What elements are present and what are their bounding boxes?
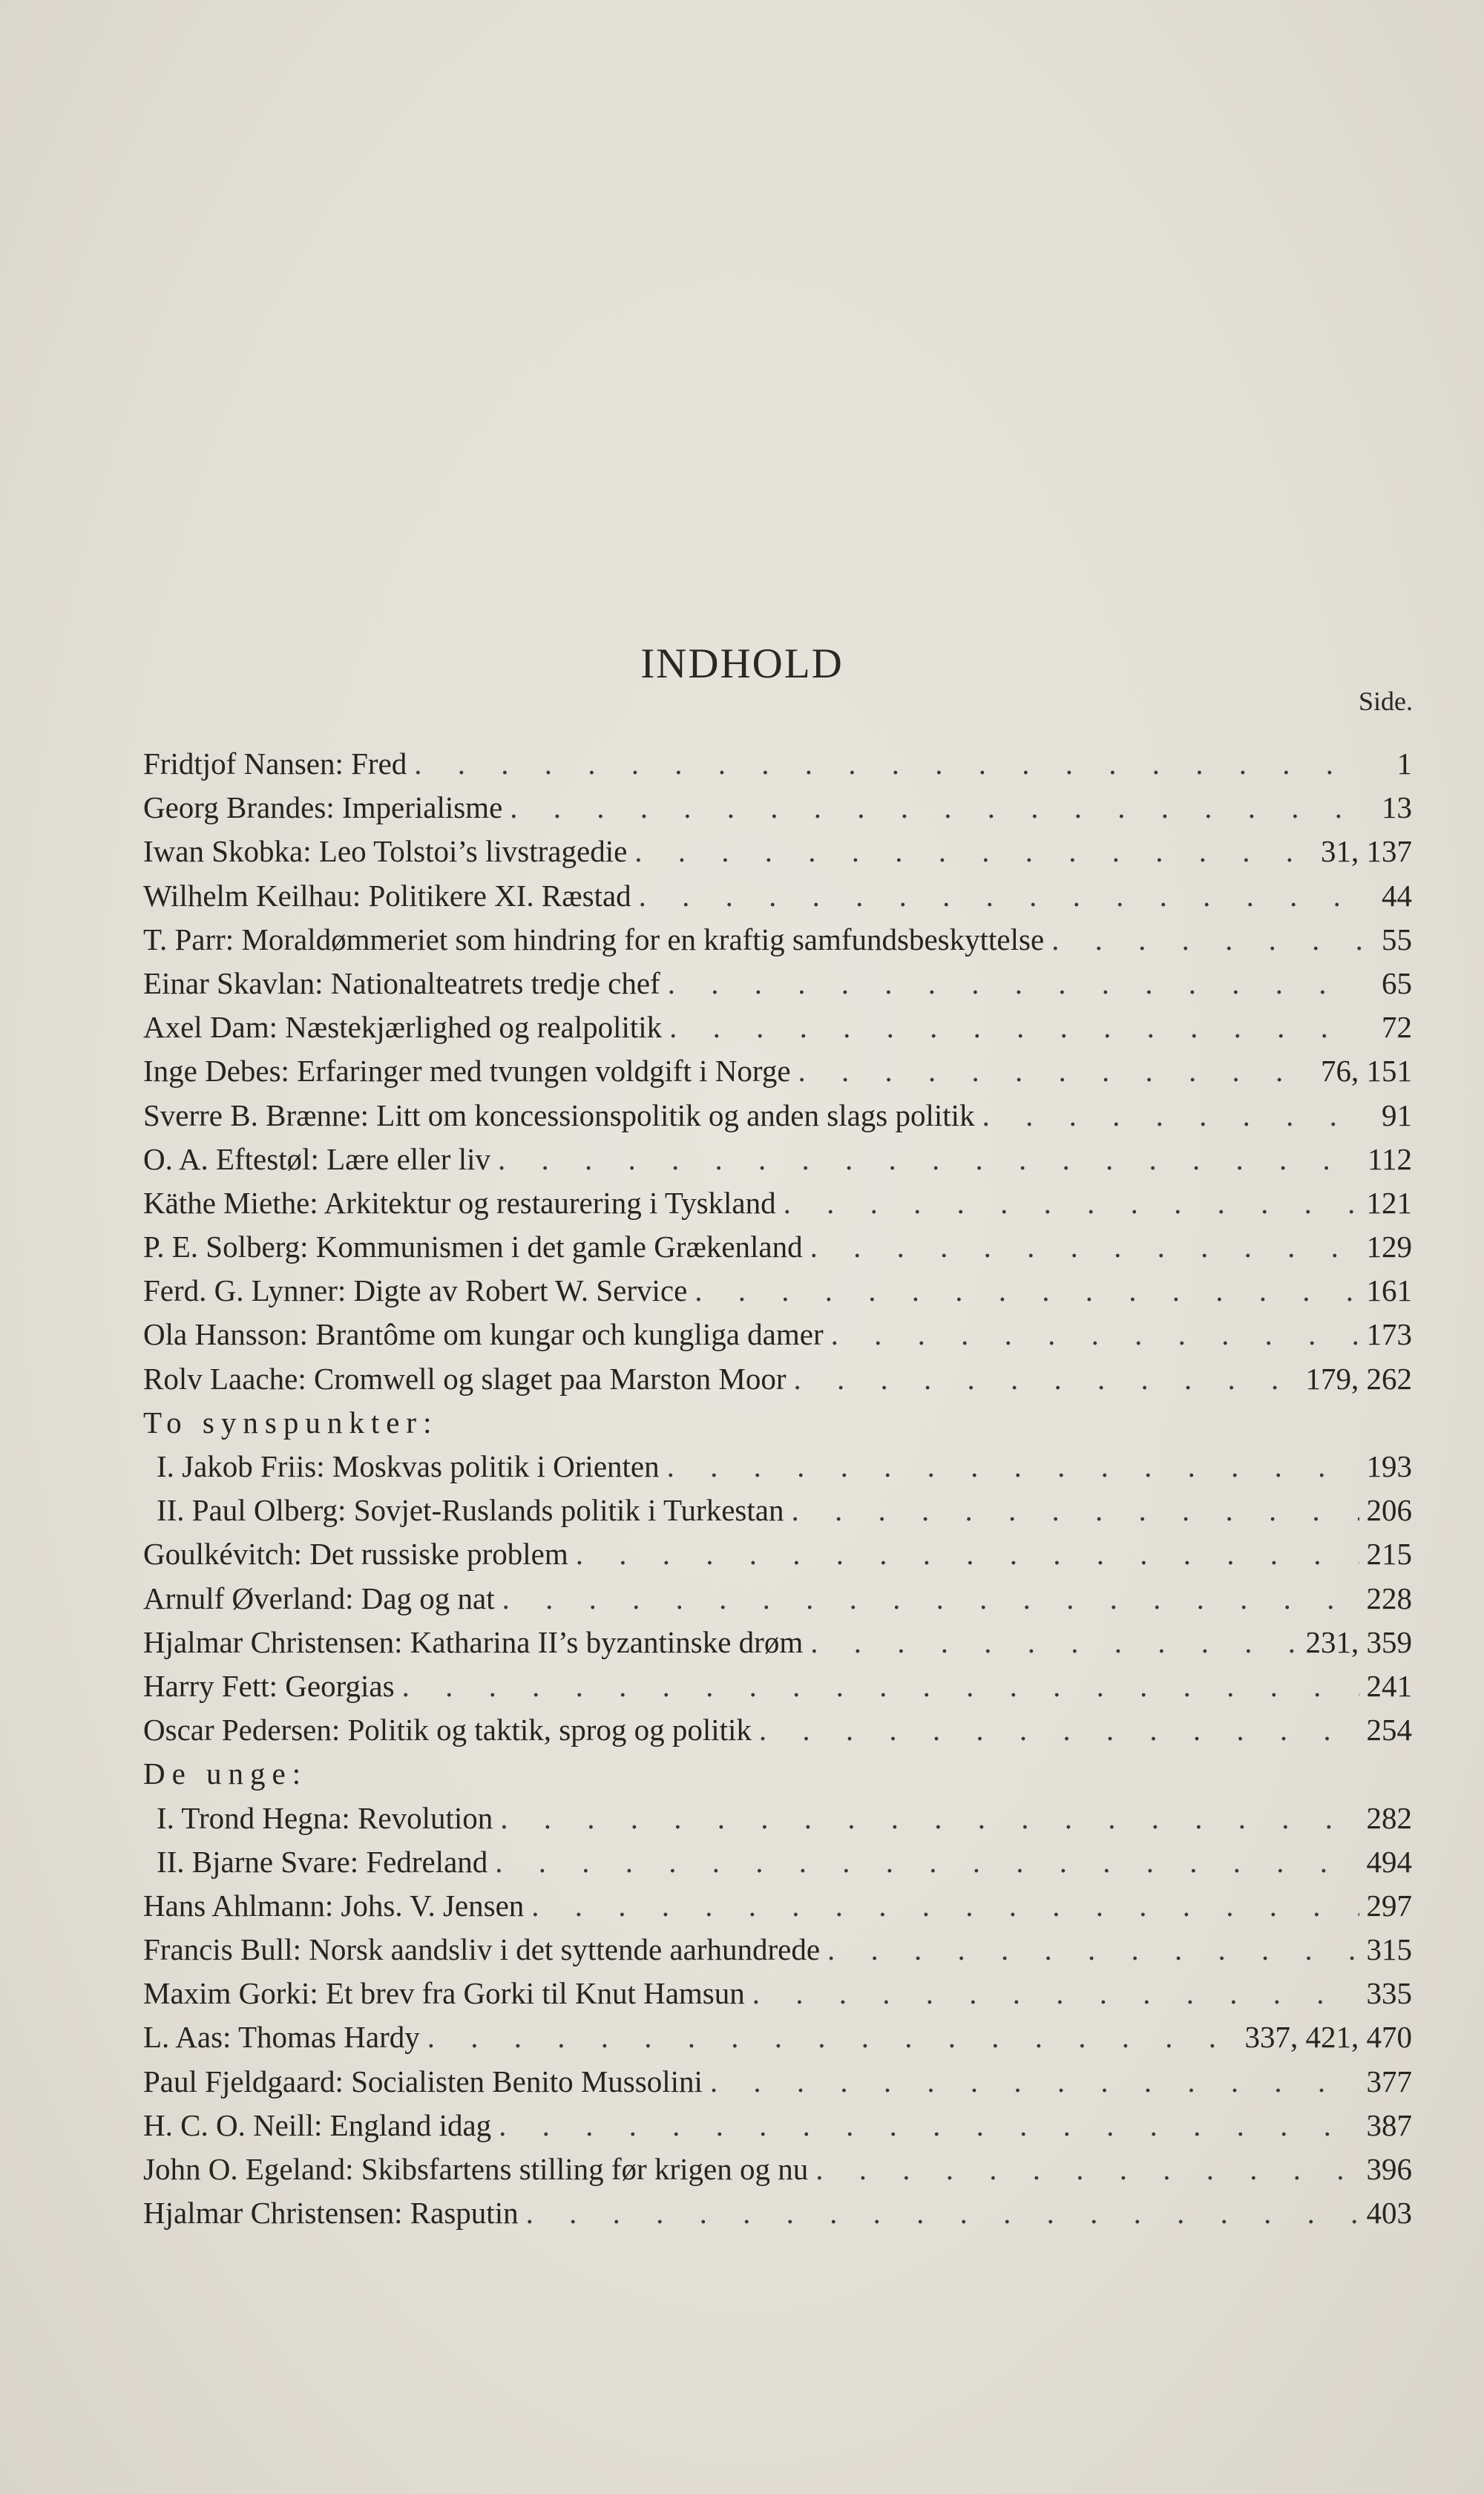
dot-leader [784,1181,1359,1225]
dot-leader [1051,918,1362,962]
toc-entry [143,1357,1412,1401]
toc-entry-pages: 494 [1366,1844,1412,1879]
toc-entry-title: Iwan Skobka: Leo Tolstoi’s livstragedie [143,834,628,869]
dot-leader [498,1138,1360,1181]
dot-leader [798,1049,1313,1093]
toc-entry-title: Hans Ahlmann: Johs. V. Jensen [143,1888,525,1923]
toc-entry-pages: 315 [1366,1932,1412,1967]
toc-entry [143,1225,1412,1269]
dot-leader [810,1621,1298,1664]
toc-entry-title: I. Trond Hegna: Revolution [157,1800,493,1835]
toc-entry [143,1577,1412,1621]
toc-entry-pages: 228 [1366,1581,1412,1615]
toc-entry [143,1049,1412,1093]
toc-entry [143,1972,1412,2015]
toc-entry-pages: 112 [1368,1141,1412,1176]
dot-leader [791,1489,1359,1532]
toc-entry-pages: 55 [1382,922,1412,956]
toc-entry [143,830,1412,873]
toc-entry-title: Harry Fett: Georgias [143,1668,395,1703]
toc-entry-title: P. E. Solberg: Kommunismen i det gamle Grækenland [143,1230,803,1264]
toc-entry-pages: 377 [1366,2064,1412,2098]
dot-leader [639,874,1362,918]
dot-leader [831,1313,1359,1356]
dot-leader [510,786,1362,830]
toc-entry-title: Hjalmar Christensen: Rasputin [143,2196,519,2231]
dot-leader [759,1708,1359,1752]
dot-leader [810,1225,1359,1269]
toc-entry [143,1708,1412,1752]
toc-entry [143,1094,1412,1138]
toc-entry-title: Ferd. G. Lynner: Digte av Robert W. Service [143,1273,688,1308]
dot-leader [526,2191,1359,2235]
toc-entry [143,1489,1412,1532]
toc-entry-title: Francis Bull: Norsk aandsliv i det syttende aarhundrede [143,1932,821,1967]
toc-entry-pages: 129 [1366,1230,1412,1264]
toc-entry [143,1532,1412,1576]
toc-entry-pages: 31, 137 [1321,834,1412,869]
toc-entry-pages: 91 [1382,1097,1412,1132]
toc-entry-title: Goulkévitch: Det russiske problem [143,1537,568,1572]
toc-entry [143,1313,1412,1356]
toc-entry-title: I. Jakob Friis: Moskvas politik i Orienten [157,1449,660,1483]
toc-entry-title: Fridtjof Nansen: Fred [143,746,407,781]
toc-entry [143,786,1412,830]
toc-entry-title: Axel Dam: Næstekjærlighed og realpolitik [143,1010,663,1045]
toc-entry [143,1005,1412,1049]
toc-entry [143,1664,1412,1708]
dot-leader [576,1532,1359,1576]
dot-leader [815,2147,1359,2191]
page-column-label: Side. [1358,686,1413,716]
page-title: INDHOLD [640,640,844,687]
toc-entry-pages: 1 [1396,746,1412,781]
toc-entry [143,1445,1412,1489]
toc-entry [143,2015,1412,2059]
toc-entry-pages: 241 [1366,1668,1412,1703]
toc-entry-title: T. Parr: Moraldømmeriet som hindring for en kraftig samfundsbeskyttelse [143,922,1045,956]
dot-leader [502,1577,1359,1621]
toc-entry-pages: 179, 262 [1305,1361,1412,1396]
toc-entry-title: II. Paul Olberg: Sovjet-Ruslands politik i Turkestan [157,1493,784,1528]
toc-entry-pages: 76, 151 [1321,1054,1412,1089]
toc-entry-pages: 44 [1382,878,1412,913]
toc-entry [143,2191,1412,2235]
toc-entry-title: Georg Brandes: Imperialisme [143,790,503,825]
toc-entry-title: Käthe Miethe: Arkitektur og restaurering i Tyskland [143,1185,776,1220]
dot-leader [982,1094,1362,1138]
toc-entry-pages: 193 [1366,1449,1412,1483]
dot-leader [668,962,1362,1005]
toc-entry-title: Paul Fjeldgaard: Socialisten Benito Mussolini [143,2064,703,2098]
toc-entry-title: H. C. O. Neill: England idag [143,2107,492,2142]
toc-entry [143,918,1412,962]
toc-entry [143,2060,1412,2104]
toc-entry-pages: 297 [1366,1888,1412,1923]
toc-entry-pages: 173 [1366,1317,1412,1352]
toc-entry-title: Wilhelm Keilhau: Politikere XI. Ræstad [143,878,631,913]
toc-entry-pages: 337, 421, 470 [1244,2020,1412,2055]
toc-entry-pages: 282 [1366,1800,1412,1835]
dot-leader [827,1928,1359,1972]
dot-leader [794,1357,1298,1401]
toc-entry [143,1840,1412,1884]
toc-entry-pages: 335 [1366,1976,1412,2011]
toc-entry-title: Maxim Gorki: Et brev fra Gorki til Knut Hamsun [143,1976,745,2011]
dot-leader [667,1445,1359,1489]
toc-entry-title: Arnulf Øverland: Dag og nat [143,1581,495,1615]
toc-entry [143,1138,1412,1181]
toc-entry-pages: 65 [1382,965,1412,1000]
toc-entry [143,962,1412,1005]
toc-entry-pages: 13 [1382,790,1412,825]
dot-leader [499,2104,1359,2147]
toc-entry [143,1884,1412,1928]
toc-entry-pages: 215 [1366,1537,1412,1572]
toc-entry-title: Einar Skavlan: Nationalteatrets tredje chef [143,965,660,1000]
toc-entry-title: Ola Hansson: Brantôme om kungar och kungliga damer [143,1317,824,1352]
toc-entry-title: L. Aas: Thomas Hardy [143,2020,420,2055]
toc-entry-title: De unge: [143,1756,308,1791]
toc-entry [143,1796,1412,1840]
dot-leader [427,2015,1238,2059]
toc-entry-title: II. Bjarne Svare: Fedreland [157,1844,488,1879]
dot-leader [500,1796,1359,1840]
dot-leader [752,1972,1359,2015]
toc-entry-pages: 403 [1366,2196,1412,2231]
toc-entry [143,2104,1412,2147]
toc-entry-title: Rolv Laache: Cromwell og slaget paa Marston Moor [143,1361,787,1396]
toc-entry-pages: 254 [1366,1713,1412,1748]
toc-entry-pages: 231, 359 [1305,1624,1412,1659]
toc-entry-title: Sverre B. Brænne: Litt om koncessionspolitik og anden slags politik [143,1097,975,1132]
toc-entry [143,2147,1412,2191]
toc-entry-pages: 121 [1366,1185,1412,1220]
dot-leader [634,830,1313,873]
dot-leader [695,1269,1359,1313]
toc-entry-title: To synspunkter: [143,1405,439,1440]
toc-entry [143,1621,1412,1664]
toc-entry-title: John O. Egeland: Skibsfartens stilling før krigen og nu [143,2152,809,2186]
toc-section-heading [143,1752,1412,1796]
toc-entry-pages: 396 [1366,2152,1412,2186]
dot-leader [669,1005,1362,1049]
toc-entry [143,1269,1412,1313]
table-of-contents [143,742,1412,2235]
toc-entry-title: O. A. Eftestøl: Lære eller liv [143,1141,490,1176]
toc-entry [143,1928,1412,1972]
toc-entry [143,874,1412,918]
toc-entry [143,742,1412,786]
toc-entry-pages: 387 [1366,2107,1412,2142]
dot-leader [414,742,1362,786]
dot-leader [402,1664,1359,1708]
toc-entry [143,1181,1412,1225]
toc-entry-title: Oscar Pedersen: Politik og taktik, sprog og politik [143,1713,752,1748]
toc-entry-pages: 72 [1382,1010,1412,1045]
toc-section-heading [143,1401,1412,1445]
dot-leader [710,2060,1359,2104]
toc-entry-title: Inge Debes: Erfaringer med tvungen voldgift i Norge [143,1054,791,1089]
toc-entry-pages: 161 [1366,1273,1412,1308]
toc-entry-pages: 206 [1366,1493,1412,1528]
toc-entry-title: Hjalmar Christensen: Katharina II’s byzantinske drøm [143,1624,804,1659]
dot-leader [531,1884,1359,1928]
dot-leader [495,1840,1359,1884]
